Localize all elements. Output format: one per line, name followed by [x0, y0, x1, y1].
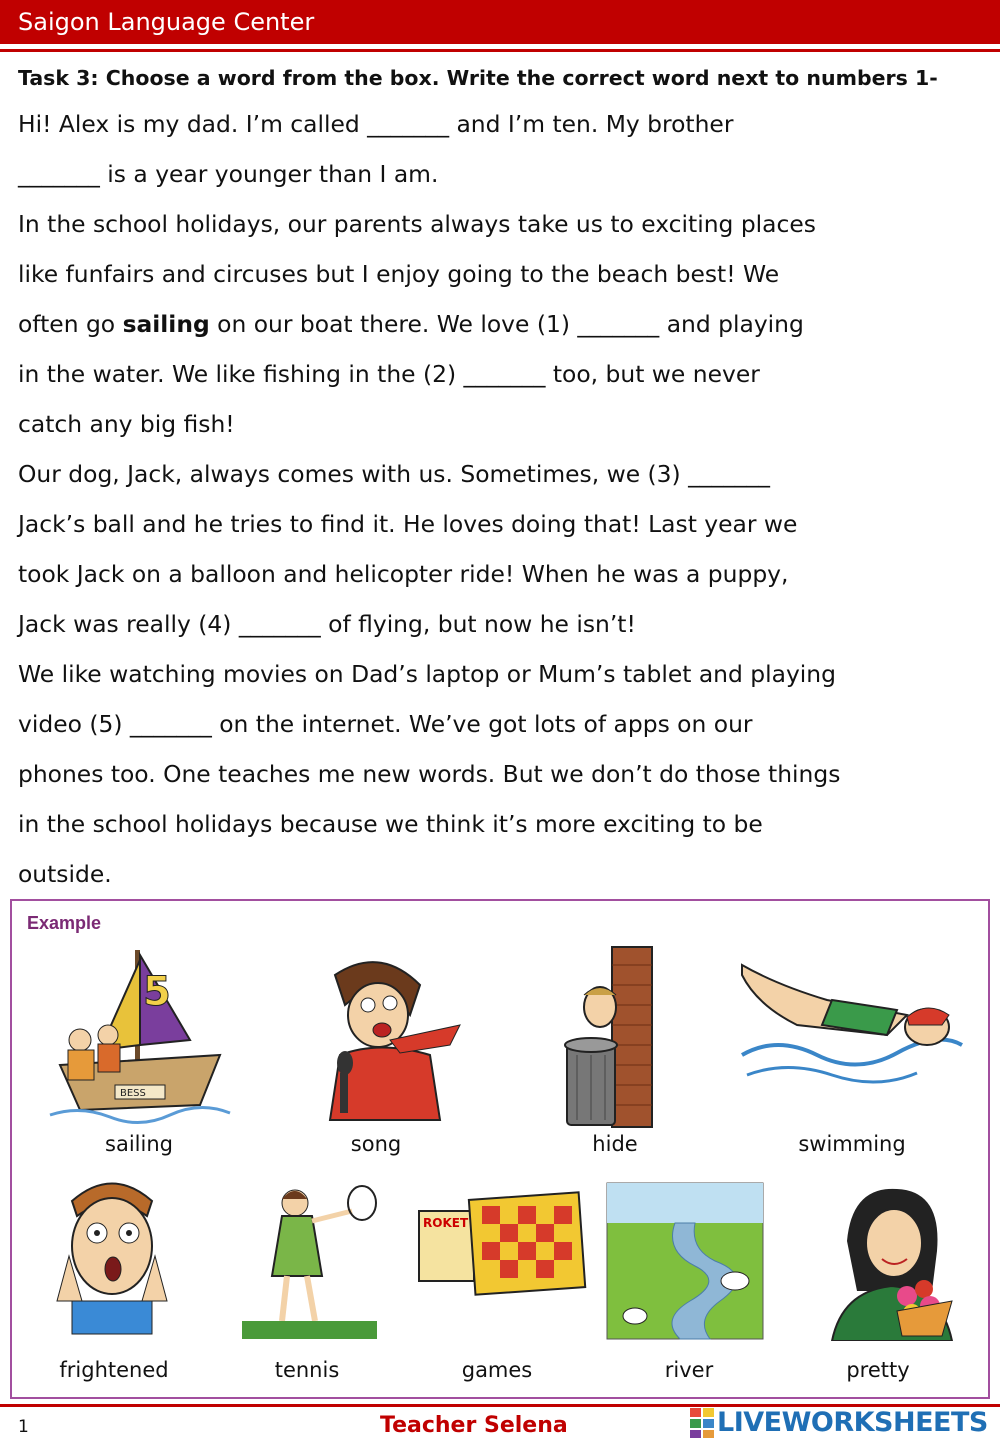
story-text	[18, 99, 993, 899]
word-frightened: frightened	[59, 1358, 169, 1382]
word-box	[10, 899, 990, 1399]
word-pretty: pretty	[846, 1358, 910, 1382]
boat-name: BESS	[120, 1088, 146, 1099]
story-line: catch any big fish!	[18, 410, 235, 438]
frightened-illustration	[47, 1161, 177, 1336]
header-title: Saigon Language Center	[18, 8, 315, 36]
task-instruction: Task 3: Choose a word from the box. Write the correct word next to numbers 1-	[18, 66, 938, 90]
example-label: Example	[27, 913, 102, 933]
word-tennis: tennis	[274, 1358, 340, 1382]
boat-number: 5	[143, 969, 171, 1015]
word-sailing: sailing	[105, 1132, 173, 1156]
example-word: sailing	[122, 310, 210, 338]
story-line: Hi! Alex is my dad. I’m called _______ and I’m ten. My brother	[18, 110, 734, 138]
story-line: Jack was really (4) _______ of flying, but now he isn’t!	[18, 610, 636, 638]
word-hide: hide	[592, 1132, 638, 1156]
liveworksheets-logo[interactable]	[690, 1404, 990, 1440]
brand-name: LIVEWORKSHEETS	[717, 1407, 988, 1438]
story-line: We like watching movies on Dad’s laptop or Mum’s tablet and playing	[18, 660, 836, 688]
game-box-label: ROKET	[423, 1216, 469, 1230]
pretty-illustration	[812, 1181, 972, 1341]
story-line: in the water. We like fishing in the (2) _______ too, but we never	[18, 360, 760, 388]
header-divider	[0, 49, 1000, 52]
teacher-name: Teacher Selena	[380, 1413, 568, 1438]
games-illustration	[417, 1191, 587, 1301]
story-text-segment: often go	[18, 310, 123, 338]
story-text-segment: on our boat there. We love (1) _______ and playing	[209, 310, 804, 338]
story-line: took Jack on a balloon and helicopter ride! When he was a puppy,	[18, 560, 789, 588]
sailing-illustration	[40, 945, 240, 1125]
story-line: outside.	[18, 860, 112, 888]
tennis-illustration	[237, 1181, 382, 1341]
story-line: _______ is a year younger than I am.	[18, 160, 439, 188]
story-line: Jack’s ball and he tries to find it. He loves doing that! Last year we	[18, 510, 798, 538]
story-line: In the school holidays, our parents always take us to exciting places	[18, 210, 816, 238]
story-line	[18, 299, 993, 349]
song-illustration	[290, 945, 470, 1125]
story-line: like funfairs and circuses but I enjoy going to the beach best! We	[18, 260, 780, 288]
swimming-illustration	[737, 945, 967, 1095]
story-line: video (5) _______ on the internet. We’ve got lots of apps on our	[18, 710, 753, 738]
page-number: 1	[18, 1417, 29, 1437]
word-games: games	[461, 1358, 533, 1382]
logo-icon	[690, 1408, 716, 1438]
river-illustration	[605, 1181, 765, 1341]
word-river: river	[664, 1358, 714, 1382]
story-line: in the school holidays because we think it’s more exciting to be	[18, 810, 763, 838]
word-swimming: swimming	[798, 1132, 906, 1156]
story-line: Our dog, Jack, always comes with us. Sometimes, we (3) _______	[18, 460, 770, 488]
story-line: phones too. One teaches me new words. But we don’t do those things	[18, 760, 841, 788]
hide-illustration	[552, 945, 672, 1130]
word-song: song	[350, 1132, 402, 1156]
